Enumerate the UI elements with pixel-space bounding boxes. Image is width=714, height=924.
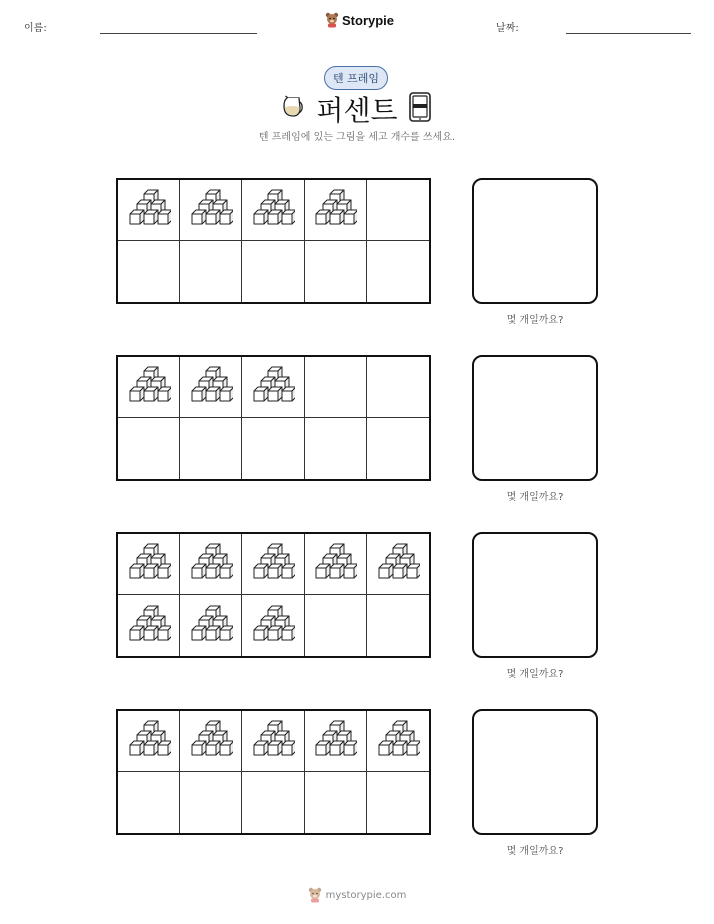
cube-stack-icon xyxy=(189,542,233,586)
ten-frame-1 xyxy=(116,178,431,304)
brand-name: Storypie xyxy=(342,12,395,28)
frame-cell xyxy=(180,241,242,302)
answer-box-1[interactable] xyxy=(472,178,598,304)
cube-stack-icon xyxy=(127,604,171,648)
bear-mascot-icon xyxy=(325,12,339,28)
cube-stack-icon xyxy=(251,365,295,409)
footer-url: mystorypie.com xyxy=(325,889,407,901)
frame-cell xyxy=(242,357,304,418)
cube-stack-icon xyxy=(127,542,171,586)
frame-cell xyxy=(180,534,242,595)
cube-stack-icon xyxy=(251,719,295,763)
frame-cell xyxy=(118,180,180,241)
frame-cell xyxy=(367,241,429,302)
frame-cell xyxy=(118,772,180,833)
storypie-logo xyxy=(325,12,394,28)
bear-mascot-icon xyxy=(308,887,322,903)
frame-cell xyxy=(242,772,304,833)
cube-stack-icon xyxy=(127,719,171,763)
instructions: 텐 프레임에 있는 그림을 세고 개수를 쓰세요. xyxy=(258,132,456,143)
frame-cell xyxy=(118,711,180,772)
cube-stack-icon xyxy=(251,604,295,648)
frame-cell xyxy=(305,534,367,595)
frame-cell xyxy=(367,711,429,772)
cube-stack-icon xyxy=(313,188,357,232)
frame-cell xyxy=(367,595,429,656)
cube-stack-icon xyxy=(313,719,357,763)
question-2: 몇 개일까요? xyxy=(506,492,564,503)
answer-box-2[interactable] xyxy=(472,355,598,481)
answer-box-3[interactable] xyxy=(472,532,598,658)
ten-frame-3 xyxy=(116,532,431,658)
frame-cell xyxy=(367,357,429,418)
frame-cell xyxy=(305,595,367,656)
frame-cell xyxy=(118,241,180,302)
ten-frame-2 xyxy=(116,355,431,481)
frame-cell xyxy=(305,357,367,418)
frame-cell xyxy=(305,772,367,833)
answer-box-4[interactable] xyxy=(472,709,598,835)
frame-cell xyxy=(118,534,180,595)
name-label: 이름: xyxy=(24,23,47,34)
footer xyxy=(0,887,714,903)
frame-cell xyxy=(118,418,180,479)
frame-cell xyxy=(367,534,429,595)
cube-stack-icon xyxy=(189,365,233,409)
ten-frame-4 xyxy=(116,709,431,835)
frame-cell xyxy=(367,772,429,833)
cube-stack-icon xyxy=(376,719,420,763)
page-title: 퍼센트 xyxy=(316,94,398,127)
cube-stack-icon xyxy=(189,604,233,648)
cube-stack-icon xyxy=(127,188,171,232)
frame-cell xyxy=(118,357,180,418)
date-line[interactable] xyxy=(566,33,691,34)
frame-cell xyxy=(180,595,242,656)
frame-cell xyxy=(180,711,242,772)
frame-cell xyxy=(118,595,180,656)
cube-stack-icon xyxy=(189,188,233,232)
frame-cell xyxy=(242,180,304,241)
frame-cell xyxy=(242,595,304,656)
cube-stack-icon xyxy=(376,542,420,586)
frame-cell xyxy=(242,534,304,595)
frame-cell xyxy=(242,418,304,479)
cube-stack-icon xyxy=(313,542,357,586)
name-line[interactable] xyxy=(100,33,257,34)
frame-cell xyxy=(180,772,242,833)
frame-cell xyxy=(242,711,304,772)
tablet-icon xyxy=(408,92,432,122)
frame-cell xyxy=(367,418,429,479)
frame-cell xyxy=(305,180,367,241)
frame-cell xyxy=(305,711,367,772)
cube-stack-icon xyxy=(251,542,295,586)
frame-cell xyxy=(180,357,242,418)
date-label: 날짜: xyxy=(496,23,519,34)
question-1: 몇 개일까요? xyxy=(506,315,564,326)
cube-stack-icon xyxy=(127,365,171,409)
question-4: 몇 개일까요? xyxy=(506,846,564,857)
frame-cell xyxy=(305,241,367,302)
cube-stack-icon xyxy=(189,719,233,763)
cube-stack-icon xyxy=(251,188,295,232)
frame-cell xyxy=(180,180,242,241)
frame-cell xyxy=(367,180,429,241)
topic-badge: 텐 프레임 xyxy=(324,66,388,90)
question-3: 몇 개일까요? xyxy=(506,669,564,680)
frame-cell xyxy=(305,418,367,479)
frame-cell xyxy=(180,418,242,479)
frame-cell xyxy=(242,241,304,302)
